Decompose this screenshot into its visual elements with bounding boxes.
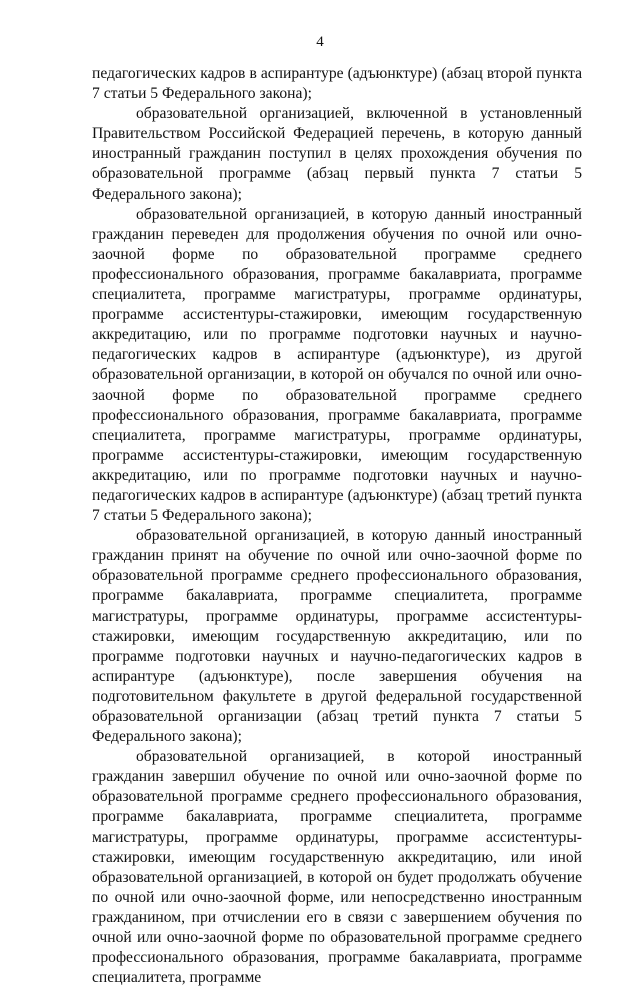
page-number: 4 bbox=[316, 34, 324, 50]
paragraph: образовательной организацией, в которую данный иностранный гражданин переведен для продолжения обучения по очной или очно-заочной форме по образовательной программе среднего профессионального образования, программе бакалавриата, программе специалитета, программе магистратуры, программе ординатуры, программе ассистентуры-стажировки, имеющим государственную аккредитацию, или по программе подготовки научных и научно-педагогических кадров в аспирантуре (адъюнктуре), из другой образовательной организации, в которой он обучался по очной или очно-заочной форме по образовательной программе среднего профессионального образования, программе бакалавриата, программе специалитета, программе магистратуры, программе ординатуры, программе ассистентуры-стажировки, имеющим государственную аккредитацию, или по программе подготовки научных и научно-педагогических кадров в аспирантуре (адъюнктуре) (абзац третий пункта 7 статьи 5 Федерального закона); bbox=[92, 205, 582, 525]
paragraph: образовательной организацией, в которой иностранный гражданин завершил обучение по очной или очно-заочной форме по образовательной программе среднего профессионального образования, программе бакалавриата, программе специалитета, программе магистратуры, программе ординатуры, программе ассистентуры-стажировки, имеющим государственную аккредитацию, или иной образовательной организацией, в которой он будет продолжать обучение по очной или очно-заочной форме, или непосредственно иностранным гражданином, при отчислении его в связи с завершением обучения по очной или очно-заочной форме по образовательной программе среднего профессионального образования, программе бакалавриата, программе специалитета, программе bbox=[92, 748, 582, 987]
paragraph: образовательной организацией, включенной в установленный Правительством Российской Федерацией перечень, в которую данный иностранный гражданин поступил в целях прохождения обучения по образовательной программе (абзац первый пункта 7 статьи 5 Федерального закона); bbox=[92, 105, 582, 203]
document-body bbox=[92, 64, 582, 988]
paragraph: образовательной организацией, в которую данный иностранный гражданин принят на обучение по очной или очно-заочной форме по образовательной программе среднего профессионального образования, программе бакалавриата, программе специалитета, программе магистратуры, программе ординатуры, программе ассистентуры-стажировки, имеющим государственную аккредитацию, или по программе подготовки научных и научно-педагогических кадров в аспирантуре (адъюнктуре), после завершения обучения на подготовительном факультете в другой федеральной государственной образовательной организации (абзац третий пункта 7 статьи 5 Федерального закона); bbox=[92, 527, 582, 746]
paragraph-continuation: педагогических кадров в аспирантуре (адъюнктуре) (абзац второй пункта 7 статьи 5 Федерального закона); bbox=[92, 65, 582, 103]
